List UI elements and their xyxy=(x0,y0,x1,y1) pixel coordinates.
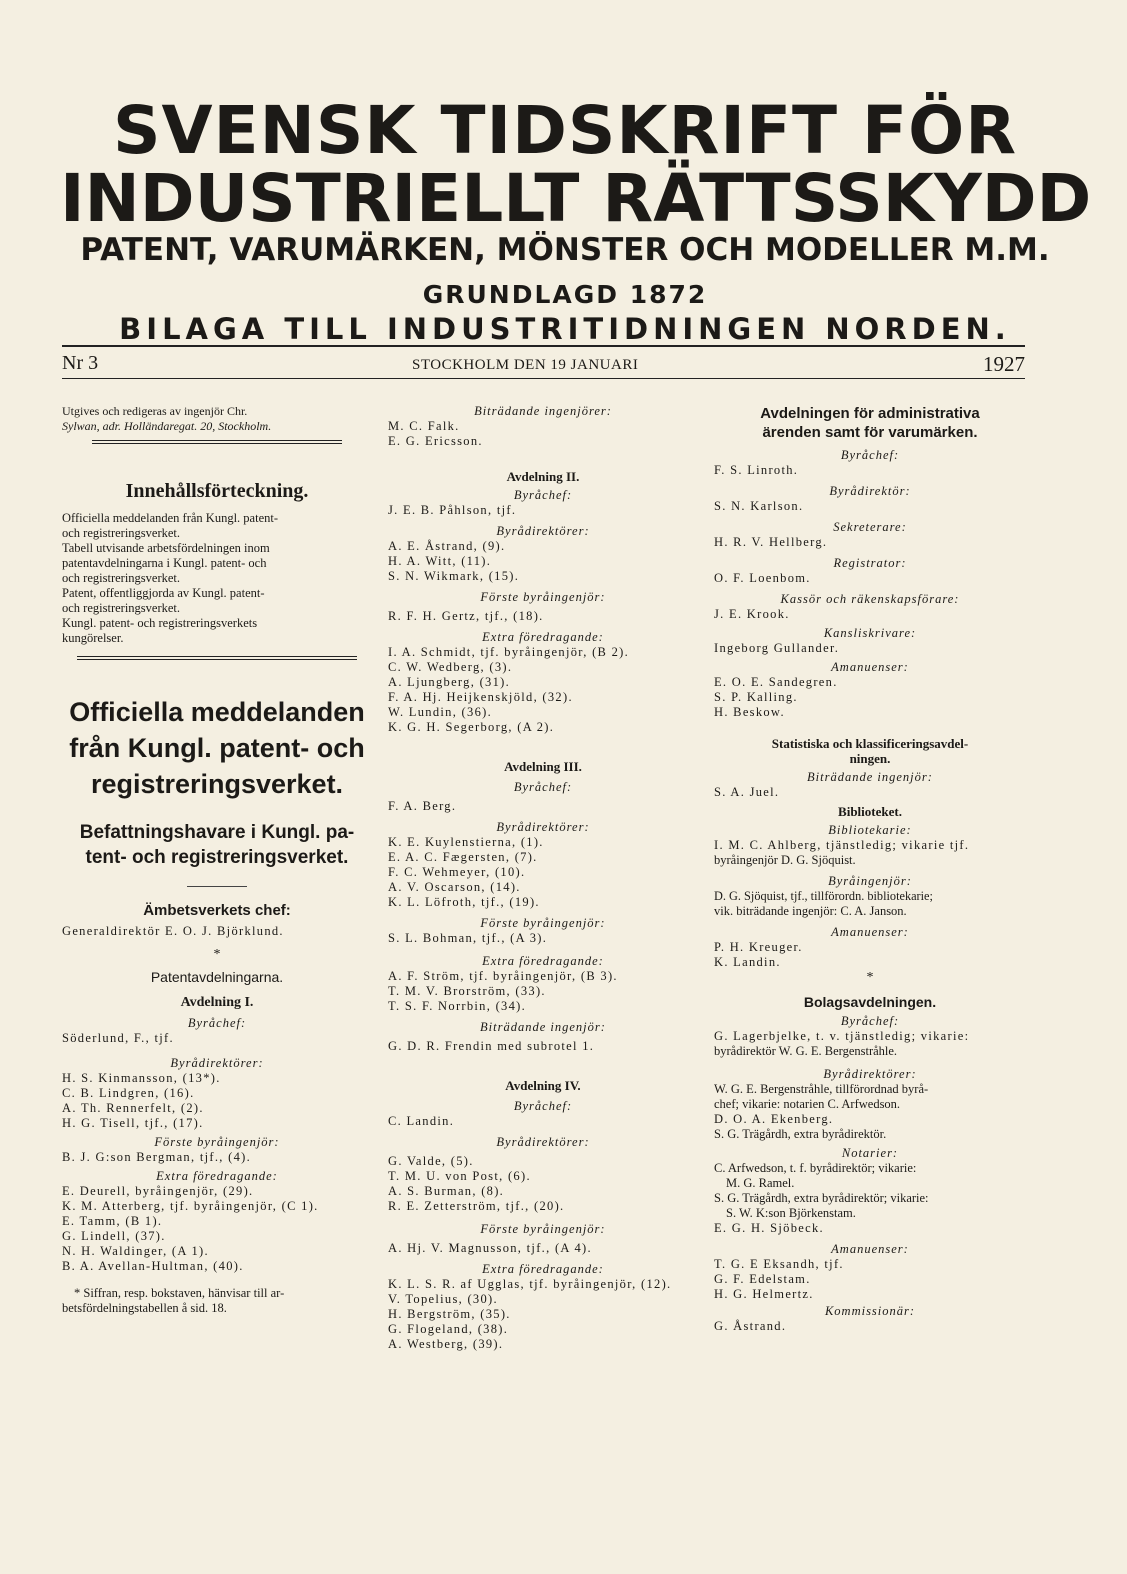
place-date: STOCKHOLM DEN 19 JANUARI xyxy=(412,357,639,373)
role-label: Amanuenser: xyxy=(831,925,909,939)
dept-title: Avdelning II. xyxy=(506,469,580,484)
subheadline: tent- och registreringsverket. xyxy=(85,847,349,868)
section-title: ningen. xyxy=(849,751,891,766)
person: S. P. Kalling. xyxy=(714,690,798,704)
person: Ingeborg Gullander. xyxy=(714,641,840,655)
toc-item: Kungl. patent- och registreringsverkets xyxy=(62,616,258,630)
person: T. M. V. Brorström, (33). xyxy=(388,984,546,998)
person: S. L. Bohman, tjf., (A 3). xyxy=(388,931,548,945)
column-left xyxy=(62,404,372,1316)
dept-title: Avdelning III. xyxy=(504,759,582,774)
person: S. N. Wikmark, (15). xyxy=(388,569,520,583)
person: A. Th. Rennerfelt, (2). xyxy=(62,1101,204,1115)
person: S. G. Trägårdh, extra byrådirektör; vikarie: xyxy=(714,1191,929,1205)
person: J. E. B. Påhlson, tjf. xyxy=(388,503,517,517)
person: E. G. Ericsson. xyxy=(388,434,483,448)
person: G. Lagerbjelke, t. v. tjänstledig; vikarie: xyxy=(714,1029,970,1043)
role-label: Byrådirektörer: xyxy=(170,1056,264,1070)
toc-item: och registreringsverket. xyxy=(62,526,181,540)
role-label: Byråchef: xyxy=(513,488,573,502)
person: G. Åstrand. xyxy=(714,1319,787,1333)
person: byråingenjör D. G. Sjöquist. xyxy=(714,853,856,867)
person: T. G. E Eksandh, tjf. xyxy=(714,1257,844,1271)
person: S. G. Trägårdh, extra byrådirektör. xyxy=(714,1127,887,1141)
person: F. C. Wehmeyer, (10). xyxy=(388,865,526,879)
section-title: Statistiska och klassificeringsavdel- xyxy=(771,736,969,751)
person: W. G. E. Bergenstråhle, tillförordnad byrå- xyxy=(714,1082,929,1096)
person: H. A. Witt, (11). xyxy=(388,554,492,568)
person: E. A. C. Fægersten, (7). xyxy=(388,850,538,864)
person: C. W. Wedberg, (3). xyxy=(388,660,513,674)
person: G. Flogeland, (38). xyxy=(388,1322,509,1336)
section-title: ärenden samt för varumärken. xyxy=(762,424,978,441)
headline: från Kungl. patent- och xyxy=(69,733,365,763)
person: F. A. Berg. xyxy=(388,799,457,813)
person: V. Topelius, (30). xyxy=(388,1292,498,1306)
role-label: Förste byråingenjör: xyxy=(480,916,606,930)
section-title: Biblioteket. xyxy=(838,804,902,819)
dept-title: Avdelning IV. xyxy=(505,1078,581,1093)
person: H. G. Helmertz. xyxy=(714,1287,814,1301)
person: H. G. Tisell, tjf., (17). xyxy=(62,1116,204,1130)
person: D. G. Sjöquist, tjf., tillförordn. bibliotekarie; xyxy=(714,889,933,903)
person: H. S. Kinmansson, (13*). xyxy=(62,1071,221,1085)
footnote: betsfördelningstabellen å sid. 18. xyxy=(62,1301,227,1315)
person: K. L. S. R. af Ugglas, tjf. byråingenjör, (12). xyxy=(388,1277,672,1291)
role-label: Kassör och räkenskapsförare: xyxy=(780,592,960,606)
person: B. J. G:son Bergman, tjf., (4). xyxy=(62,1150,252,1164)
role-label: Byrådirektör: xyxy=(829,484,911,498)
person: R. E. Zetterström, tjf., (20). xyxy=(388,1199,565,1213)
toc-item: och registreringsverket. xyxy=(62,571,181,585)
person: C. B. Lindgren, (16). xyxy=(62,1086,195,1100)
chief-name: Generaldirektör E. O. J. Björklund. xyxy=(62,924,284,938)
role-label: Byråchef: xyxy=(840,1014,900,1028)
section-title: Patentavdelningarna. xyxy=(150,969,284,985)
subheadline: Befattningshavare i Kungl. pa- xyxy=(79,822,355,843)
chief-title: Ämbetsverkets chef: xyxy=(143,902,291,919)
person: G. D. R. Frendin med subrotel 1. xyxy=(388,1039,595,1053)
separator-star: * xyxy=(213,947,221,962)
person: A. E. Åstrand, (9). xyxy=(388,539,506,553)
person: G. Valde, (5). xyxy=(388,1154,474,1168)
masthead-rule-bottom xyxy=(62,378,1025,379)
person: O. F. Loenbom. xyxy=(714,571,811,585)
role-label: Extra föredragande: xyxy=(482,630,604,644)
person: E. Deurell, byråingenjör, (29). xyxy=(62,1184,254,1198)
toc-item: Tabell utvisande arbetsfördelningen inom xyxy=(62,541,270,555)
role-label: Byråingenjör: xyxy=(828,874,912,888)
person: S. W. K:son Björkenstam. xyxy=(726,1206,856,1220)
person: J. E. Krook. xyxy=(714,607,790,621)
divider xyxy=(77,656,357,660)
role-label: Kommissionär: xyxy=(824,1304,916,1318)
role-label: Bibliotekarie: xyxy=(828,823,912,837)
person: F. S. Linroth. xyxy=(714,463,799,477)
role-label: Extra föredragande: xyxy=(482,954,604,968)
person: A. Westberg, (39). xyxy=(388,1337,504,1351)
role-label: Byrådirektörer: xyxy=(823,1067,917,1081)
person: F. A. Hj. Heijkenskjöld, (32). xyxy=(388,690,573,704)
role-label: Byråchef: xyxy=(840,448,900,462)
short-rule xyxy=(187,886,247,887)
role-label: Extra föredragande: xyxy=(482,1262,604,1276)
publisher-line: Sylwan, adr. Holländaregat. 20, Stockholm. xyxy=(62,419,272,433)
person: E. Tamm, (B 1). xyxy=(62,1214,163,1228)
toc-item: patentavdelningarna i Kungl. patent- och xyxy=(62,556,267,570)
person: vik. biträdande ingenjör: C. A. Janson. xyxy=(714,904,907,918)
person: B. A. Avellan-Hultman, (40). xyxy=(62,1259,244,1273)
toc-item: Patent, offentliggjorda av Kungl. patent- xyxy=(62,586,265,600)
footnote: * Siffran, resp. bokstaven, hänvisar till ar- xyxy=(74,1286,285,1300)
toc-item: och registreringsverket. xyxy=(62,601,181,615)
publisher-line: Utgives och redigeras av ingenjör Chr. xyxy=(62,404,248,418)
person: S. A. Juel. xyxy=(714,785,780,799)
role-label: Extra föredragande: xyxy=(156,1169,278,1183)
column-middle xyxy=(388,404,698,1352)
masthead-title-line1: SVENSK TIDSKRIFT FÖR xyxy=(112,92,1018,169)
section-title: Avdelningen för administrativa xyxy=(760,405,980,422)
headline: Officiella meddelanden xyxy=(69,697,365,727)
person: A. Ljungberg, (31). xyxy=(388,675,511,689)
masthead-founded: GRUNDLAGD 1872 xyxy=(422,280,708,309)
person: T. S. F. Norrbin, (34). xyxy=(388,999,527,1013)
person: S. N. Karlson. xyxy=(714,499,804,513)
person: chef; vikarie: notarien C. Arfwedson. xyxy=(714,1097,901,1111)
person: R. F. H. Gertz, tjf., (18). xyxy=(388,609,544,623)
role-label: Byråchef: xyxy=(513,780,573,794)
person: D. O. A. Ekenberg. xyxy=(714,1112,834,1126)
role-label: Biträdande ingenjör: xyxy=(480,1020,606,1034)
person: A. F. Ström, tjf. byråingenjör, (B 3). xyxy=(388,969,618,983)
role-label: Byrådirektörer: xyxy=(496,524,590,538)
role-label: Registrator: xyxy=(833,556,907,570)
person: H. Beskow. xyxy=(714,705,785,719)
masthead-subtitle: PATENT, VARUMÄRKEN, MÖNSTER OCH MODELLER M.M. xyxy=(80,232,1050,268)
person: I. M. C. Ahlberg, tjänstledig; vikarie tjf. xyxy=(714,838,970,852)
person: E. O. E. Sandegren. xyxy=(714,675,838,689)
role-label: Förste byråingenjör: xyxy=(480,1222,606,1236)
person: K. L. Löfroth, tjf., (19). xyxy=(388,895,540,909)
dept-title: Avdelning I. xyxy=(180,995,254,1010)
toc-item: kungörelser. xyxy=(62,631,124,645)
person: K. M. Atterberg, tjf. byråingenjör, (C 1). xyxy=(62,1199,319,1213)
column-right xyxy=(714,404,1026,1334)
issue-number: Nr 3 xyxy=(62,352,99,374)
person: A. V. Oscarson, (14). xyxy=(388,880,521,894)
person: I. A. Schmidt, tjf. byråingenjör, (B 2). xyxy=(388,645,630,659)
headline: registreringsverket. xyxy=(90,769,344,799)
role-label: Byrådirektörer: xyxy=(496,820,590,834)
divider xyxy=(92,440,342,444)
role-label: Byrådirektörer: xyxy=(496,1135,590,1149)
role-label: Kansliskrivare: xyxy=(823,626,917,640)
role-label: Förste byråingenjör: xyxy=(480,590,606,604)
masthead-supplement: BILAGA TILL INDUSTRITIDNINGEN NORDEN. xyxy=(119,312,1011,346)
role-label: Biträdande ingenjör: xyxy=(807,770,933,784)
person: W. Lundin, (36). xyxy=(388,705,493,719)
person: K. G. H. Segerborg, (A 2). xyxy=(388,720,555,734)
person: M. G. Ramel. xyxy=(726,1176,795,1190)
person: byrådirektör W. G. E. Bergenstråhle. xyxy=(714,1044,898,1058)
person: Söderlund, F., tjf. xyxy=(62,1031,174,1045)
role-label: Byråchef: xyxy=(513,1099,573,1113)
role-label: Amanuenser: xyxy=(831,660,909,674)
issue-year: 1927 xyxy=(983,352,1025,376)
role-label: Notarier: xyxy=(841,1146,899,1160)
person: G. F. Edelstam. xyxy=(714,1272,811,1286)
role-label: Amanuenser: xyxy=(831,1242,909,1256)
person: A. S. Burman, (8). xyxy=(388,1184,505,1198)
person: E. G. H. Sjöbeck. xyxy=(714,1221,824,1235)
role-label: Byråchef: xyxy=(187,1016,247,1030)
person: G. Lindell, (37). xyxy=(62,1229,166,1243)
person: A. Hj. V. Magnusson, tjf., (A 4). xyxy=(388,1241,592,1255)
toc-title: Innehållsförteckning. xyxy=(125,480,309,502)
person: N. H. Waldinger, (A 1). xyxy=(62,1244,209,1258)
person: C. Arfwedson, t. f. byrådirektör; vikarie: xyxy=(714,1161,917,1175)
masthead-title-line2: INDUSTRIELLT RÄTTSSKYDD xyxy=(60,160,1092,237)
masthead-rule-top xyxy=(62,345,1025,347)
person: H. R. V. Hellberg. xyxy=(714,535,828,549)
role-label: Biträdande ingenjörer: xyxy=(474,404,612,418)
person: M. C. Falk. xyxy=(388,419,460,433)
person: C. Landin. xyxy=(388,1114,455,1128)
person: H. Bergström, (35). xyxy=(388,1307,511,1321)
role-label: Sekreterare: xyxy=(833,520,907,534)
person: K. E. Kuylenstierna, (1). xyxy=(388,835,544,849)
section-title: Bolagsavdelningen. xyxy=(803,994,937,1010)
role-label: Förste byråingenjör: xyxy=(154,1135,280,1149)
person: K. Landin. xyxy=(714,955,781,969)
toc-item: Officiella meddelanden från Kungl. patent- xyxy=(62,511,279,525)
person: T. M. U. von Post, (6). xyxy=(388,1169,531,1183)
separator-star: * xyxy=(866,970,874,985)
person: P. H. Kreuger. xyxy=(714,940,803,954)
